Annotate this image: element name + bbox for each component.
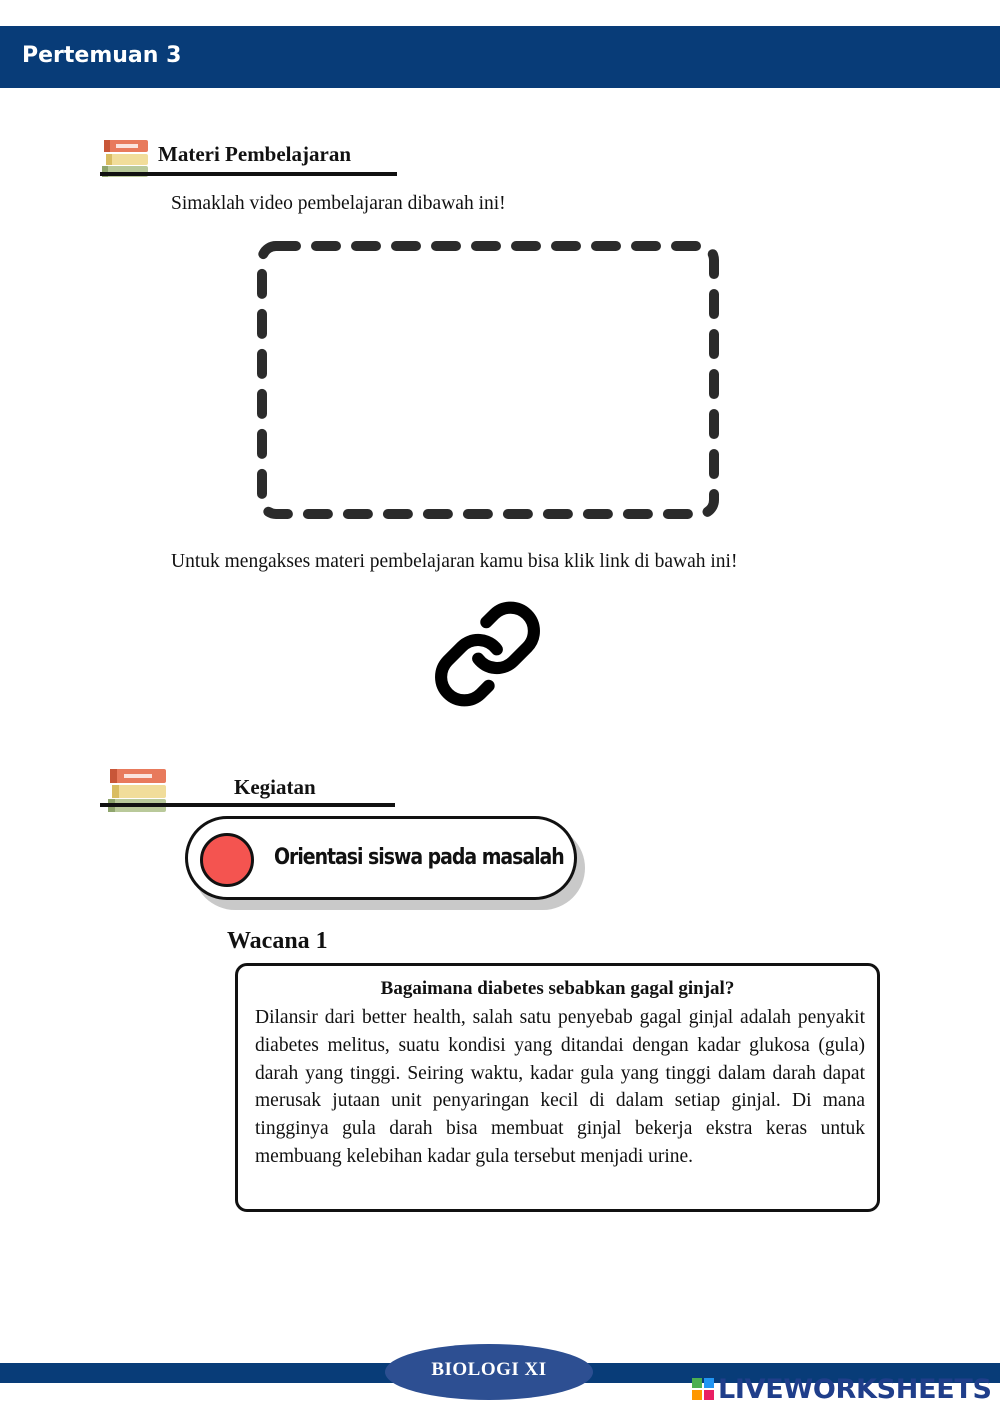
wacana-body: Dilansir dari better health, salah satu penyebab gagal ginjal adalah penyakit diabetes melitus, suatu kondisi yang ditandai dengan kadar glukosa (gula) darah yang tinggi. Seiring waktu, kadar gula yang tinggi dalam darah dapat merusak jutaan unit penyaringan kecil di dalam setiap ginjal. Di mana tingginya gula darah bisa membuat ginjal bekerja ekstra keras untuk membuang kelebihan kadar gula tersebut menjadi urine.: [255, 1007, 865, 1167]
brand-text: LIVEWORKSHEETS: [718, 1374, 992, 1405]
header-bar: [0, 26, 1000, 88]
step-label: Orientasi siswa pada masalah: [274, 845, 564, 870]
liveworksheets-icon: [692, 1378, 714, 1400]
subject-label: BIOLOGI XI: [431, 1359, 547, 1380]
page-title: Pertemuan 3: [22, 43, 182, 68]
materi-heading-label: Materi Pembelajaran: [158, 142, 352, 166]
link-icon[interactable]: [430, 598, 545, 710]
wacana-box: [235, 963, 880, 1212]
wacana-heading: Bagaimana diabetes sebabkan gagal ginjal?: [380, 978, 735, 999]
wacana-title: Wacana 1: [227, 928, 328, 954]
kegiatan-heading-label: Kegiatan: [234, 775, 316, 799]
heading-underline: [100, 172, 397, 176]
link-instruction: Untuk mengakses materi pembelajaran kamu bisa klik link di bawah ini!: [171, 551, 738, 572]
video-placeholder[interactable]: [250, 236, 725, 526]
step-orientasi-badge: [185, 816, 577, 900]
step-dot: [200, 833, 254, 887]
subject-badge: [385, 1344, 593, 1400]
materi-section-heading: [98, 136, 398, 180]
books-icon: [102, 765, 172, 815]
kegiatan-section-heading: [98, 765, 398, 813]
video-instruction: Simaklah video pembelajaran dibawah ini!: [171, 193, 506, 214]
heading-underline: [100, 803, 395, 807]
